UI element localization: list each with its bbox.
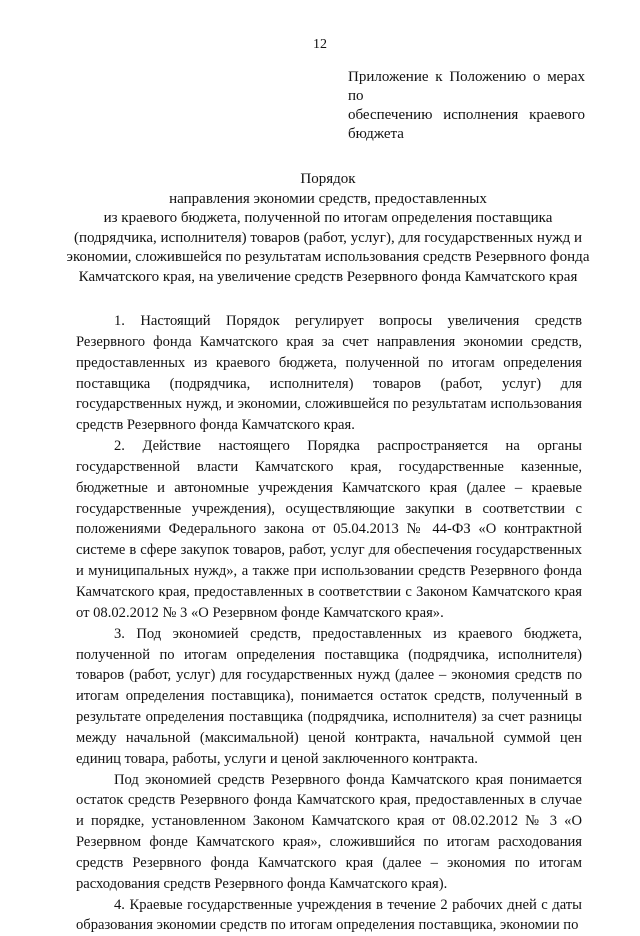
appendix-line: бюджета — [348, 126, 404, 142]
paragraph-4: 4. Краевые государственные учреждения в течение 2 рабочих дней с даты образования экономии средств по итогам определения поставщика, экономии по — [76, 896, 582, 934]
title-line: из краевого бюджета, полученной по итогам определения поставщика — [103, 210, 553, 226]
paragraph-1: 1. Настоящий Порядок регулирует вопросы увеличения средств Резервного фонда Камчатского края за счет направления экономии средств, предоставленных из краевого бюджета, полученной по итогам определения поставщика (подрядчика, исполнителя) товаров (работ, услуг) для государственных нужд, и экономии, сложившейся по результатам использования средств Резервного фонда Камчатского края. — [76, 313, 582, 434]
paragraph-2: 2. Действие настоящего Порядка распространяется на органы государственной власти Камчатского края, государственные казенные, бюджетные и автономные учреждения Камчатского края (далее – краевые государственные учреждения), осуществляющие закупки в соответствии с положениями Федерального закона от 05.04.2013 № 44-ФЗ «О контрактной системе в сфере закупок товаров, работ, услуг для обеспечения государственных и муниципальных нужд», а также при использовании средств Резервного фонда Камчатского края, предоставленных в соответствии с Законом Камчатского края от 08.02.2012 № 3 «О Резервном фонде Камчатского края». — [76, 438, 582, 621]
appendix-line: Приложение к Положению о мерах по — [348, 69, 585, 104]
paragraph-3: 3. Под экономией средств, предоставленных из краевого бюджета, полученной по итогам определения поставщика (подрядчика, исполнителя) товаров (работ, услуг) для государственных нужд (далее – экономия средств по итогам определения поставщика), понимается остаток средств, полученный в результате определения поставщика (подрядчика, исполнителя) за счет разницы между начальной (максимальной) ценой контракта, начальной суммой цен единиц товара, работы, услуги и ценой заключенного контракта. — [76, 625, 582, 767]
title-line: (подрядчика, исполнителя) товаров (работ, услуг), для государственных нужд и — [73, 229, 583, 246]
title-line: направления экономии средств, предоставленных — [169, 190, 487, 207]
appendix-header — [348, 68, 585, 144]
title-line: Камчатского края, на увеличение средств Резервного фонда Камчатского края — [78, 268, 578, 285]
title-heading: Порядок — [300, 171, 356, 187]
title-line: экономии, сложившейся по результатам использования средств Резервного фонда — [66, 249, 590, 265]
document-body — [76, 311, 582, 934]
paragraph-reserve-fund-savings: Под экономией средств Резервного фонда Камчатского края понимается остаток средств Резервного фонда Камчатского края, предоставленных в случае и порядке, установленном Законом Камчатского края от 08.02.2012 № 3 «О Резервном фонде Камчатского края», сложившийся по итогам расходования средств Резервного фонда Камчатского края (далее – экономия по итогам расходования средств Резервного фонда Камчатского края). — [76, 771, 582, 892]
page-number: 12 — [313, 37, 327, 52]
document-title — [60, 170, 596, 287]
appendix-line: обеспечению исполнения краевого — [348, 107, 585, 123]
